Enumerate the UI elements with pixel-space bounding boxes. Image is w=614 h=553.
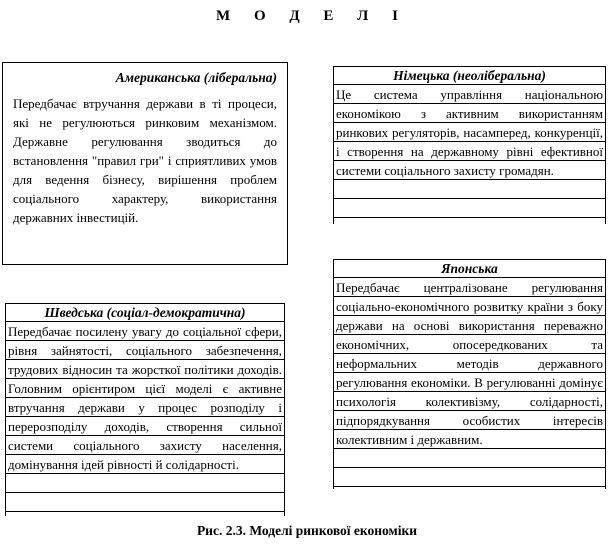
- japanese-model-text: Передбачає централізоване регулювання соціально-економічного розвитку країни з боку держави на основі використання переважно економічних, опосередкованих та неформальних методів державного регулювання економіки. В регулюванні домінує психологія колективізму, солідарності, підпорядкування особистих інтересів колективним і державним.: [333, 278, 606, 489]
- german-model-title: Німецька (неоліберальна): [333, 66, 606, 85]
- japanese-model-box: [333, 259, 606, 489]
- swedish-model-box: [5, 303, 285, 516]
- swedish-model-text: Передбачає посилену увагу до соціальної сфери, рівня зайнятості, соціального забезпечення, трудових відносин та жорсткої політики доходів. Головним орієнтиром цієї моделі є активне втручання держави у процес розподілу і перерозподілу доходів, створення сильної системи соціального захисту населення, домінування ідей рівності й солідарності.: [5, 322, 285, 516]
- american-model-title: Американська (ліберальна): [115, 70, 277, 85]
- figure-caption: Рис. 2.3. Моделі ринкової економіки: [196, 523, 418, 538]
- diagram-title: М О Д Е Л І: [216, 8, 408, 24]
- american-model-box: [2, 62, 288, 265]
- swedish-model-title: Шведська (соціал-демократична): [5, 303, 285, 322]
- japanese-model-title: Японська: [333, 259, 606, 278]
- german-model-text: Це система управління національною економікою з активним використанням ринкових регуляторів, насамперед, конкуренції, і створення на державному рівні ефективної системи соціального захисту громадян.: [333, 85, 606, 224]
- american-model-text: Передбачає втручання держави в ті процеси, які не регулюються ринковим механізмом. Державне регулювання зводиться до встановлення "правил гри" і сприятливих умов для ведення бізнесу, вирішення проблем соціального характеру, використання державних інвестицій.: [13, 96, 277, 225]
- german-model-box: [333, 66, 606, 224]
